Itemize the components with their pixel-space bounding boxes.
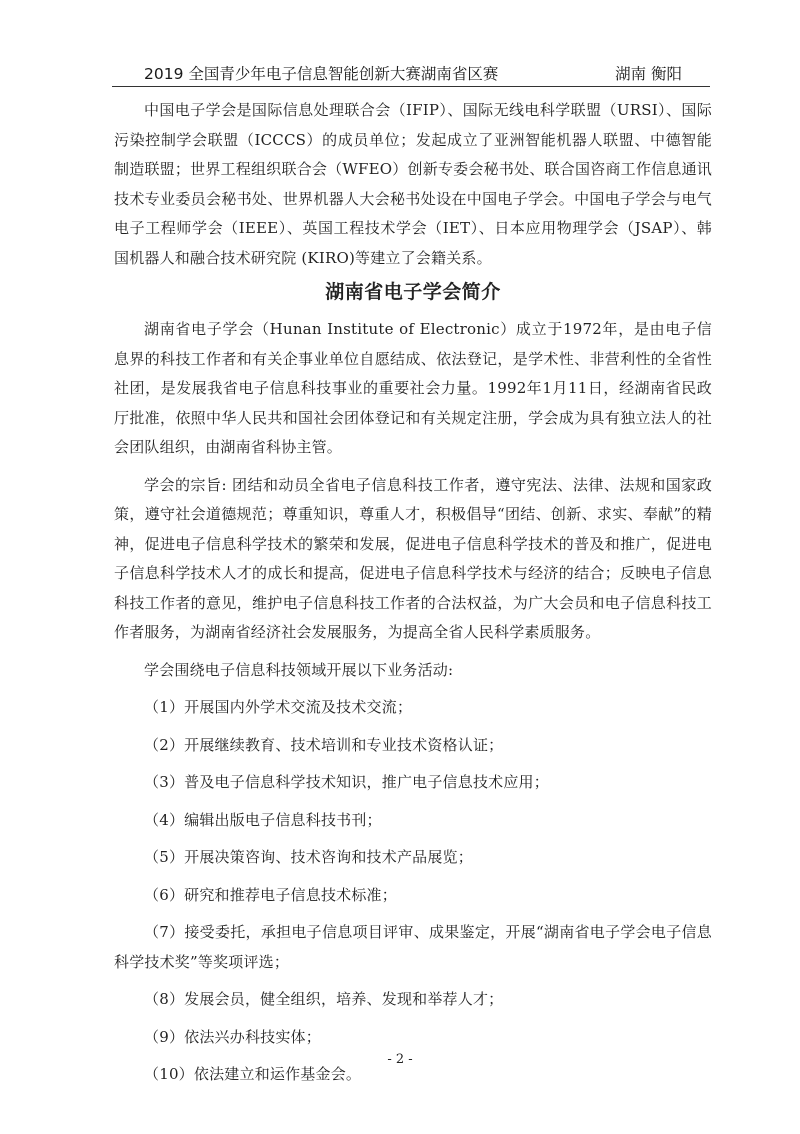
list-item: （8）发展会员，健全组织，培养、发现和举荐人才； (144, 990, 504, 1008)
paragraph-mission: 学会的宗旨: 团结和动员全省电子信息科技工作者，遵守宪法、法律、法规和国家政策，遵守社会道德规范；尊重知识，尊重人才，积极倡导“团结、创新、求实、奉献”的精神，促进电子信息科学技术的繁荣和发展，促进电子信息科学技术的普及和推广，促进电子信息科学技术人才的成长和提高，促进电子信息科学技术与经济的结合；反映电子信息科技工作者的意见，维护电子信息科技工作者的合法权益，为广大会员和电子信息科技工作者服务，为湖南省经济社会发展服务，为提高全省人民科学素质服务。 (114, 475, 712, 641)
list-item: （2）开展继续教育、技术培训和专业技术资格认证； (144, 735, 504, 754)
list-item: （5）开展决策咨询、技术咨询和技术产品展览； (144, 848, 473, 866)
paragraph-overview: 湖南省电子学会（Hunan Institute of Electronic）成立于1972年，是由电子信息界的科技工作者和有关企事业单位自愿结成、依法登记，是学术性、非营利性的全省性社团，是发展我省电子信息科技事业的重要社会力量。1992年1月11日，经湖南省民政厅批准，依照中华人民共和国社会团体登记和有关规定注册，学会成为具有独立法人的社会团队组织，由湖南省科协主管。 (114, 320, 712, 456)
list-item: （7）接受委托，承担电子信息项目评审、成果鉴定，开展“湖南省电子学会电子信息科学技术奖”等奖项评选； (114, 923, 712, 971)
list-item: （3）普及电子信息科学技术知识，推广电子信息技术应用； (144, 773, 549, 791)
page-header (112, 62, 712, 86)
list-item: （1）开展国内外学术交流及技术交流； (144, 698, 413, 716)
header-location: 湖南 衡阳 (615, 65, 682, 83)
header-divider (112, 86, 710, 87)
document-body (114, 96, 712, 1098)
paragraph-activities-intro: 学会围绕电子信息科技领域开展以下业务活动: (144, 660, 454, 679)
list-item: （9）依法兴办科技实体； (144, 1027, 321, 1046)
header-title: 2019 全国青少年电子信息智能创新大赛湖南省区赛 (144, 65, 499, 83)
list-item: （4）编辑出版电子信息科技书刊； (144, 810, 382, 829)
section-title: 湖南省电子学会简介 (325, 281, 501, 303)
page-number: - 2 - (387, 1052, 413, 1067)
list-item: （6）研究和推荐电子信息技术标准； (144, 885, 397, 904)
list-item: （10）依法建立和运作基金会。 (144, 1065, 362, 1083)
intro-paragraph: 中国电子学会是国际信息处理联合会（IFIP）、国际无线电科学联盟（URSI）、国际污染控制学会联盟（ICCCS）的成员单位；发起成立了亚洲智能机器人联盟、中德智能制造联盟；世界工程组织联合会（WFEO）创新专委会秘书处、联合国咨商工作信息通讯技术专业委员会秘书处、世界机器人大会秘书处设在中国电子学会。中国电子学会与电气电子工程师学会（IEEE）、英国工程技术学会（IET）、日本应用物理学会（JSAP）、韩国机器人和融合技术研究院 (KIRO)等建立了会籍关系。 (114, 101, 712, 267)
activities-list (114, 693, 712, 1090)
